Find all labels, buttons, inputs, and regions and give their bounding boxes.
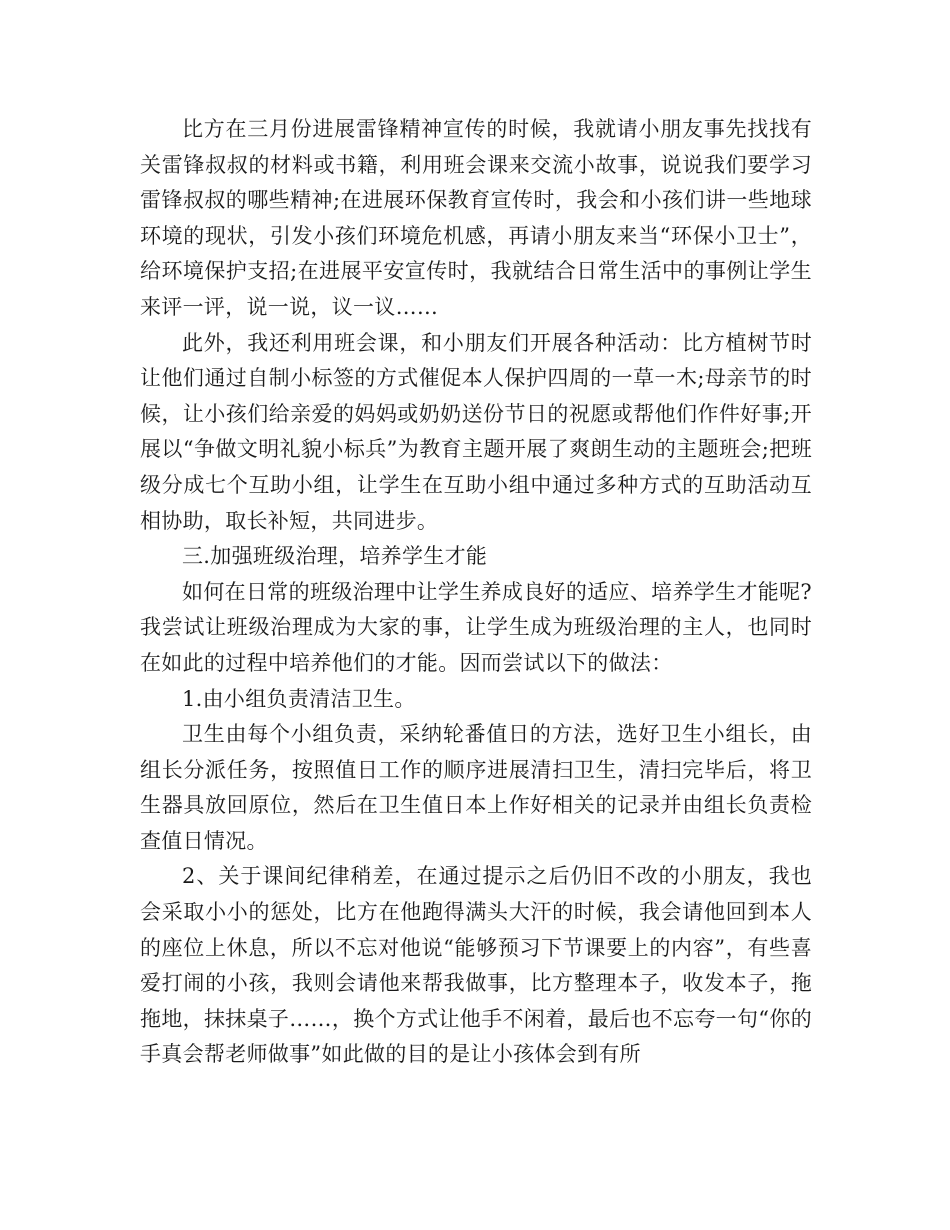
paragraph-lei-feng: 比方在三月份进展雷锋精神宣传的时候，我就请小朋友事先找找有关雷锋叔叔的材料或书籍，利用班会课来交流小故事，说说我们要学习雷锋叔叔的哪些精神;在进展环保教育宣传时，我会和小孩们讲一些地球环境的现状，引发小孩们环境危机感，再请小朋友来当“环保小卫士”，给环境保护支招;在进展平安宣传时，我就结合日常生活中的事例让学生来评一评，说一说，议一议……	[140, 117, 812, 319]
paragraph-cleaning: 卫生由每个小组负责，采纳轮番值日的方法，选好卫生小组长，由组长分派任务，按照值日工作的顺序进展清扫卫生，清扫完毕后，将卫生器具放回原位，然后在卫生值日本上作好相关的记录并由组长负责检查值日情况。	[140, 722, 812, 853]
paragraph-management-intro: 如何在日常的班级治理中让学生养成良好的适应、培养学生才能呢?我尝试让班级治理成为大家的事，让学生成为班级治理的主人，也同时在如此的过程中培养他们的才能。因而尝试以下的做法：	[140, 579, 812, 675]
document-page	[140, 112, 812, 1073]
section-heading-class-management: 三.加强班级治理，培养学生才能	[182, 544, 488, 569]
paragraph-discipline: 2、关于课间纪律稍差，在通过提示之后仍旧不改的小朋友，我也会采取小小的惩处，比方在他跑得满头大汗的时候，我会请他回到本人的座位上休息，所以不忘对他说“能够预习下节课要上的内容”，有些喜爱打闹的小孩，我则会请他来帮我做事，比方整理本子，收发本子，拖拖地，抹抹桌子……，换个方式让他手不闲着，最后也不忘夸一句“你的手真会帮老师做事”如此做的目的是让小孩体会到有所	[140, 864, 812, 1067]
list-item-cleaning-heading: 1.由小组负责清洁卫生。	[182, 686, 416, 711]
paragraph-activities: 此外，我还利用班会课，和小朋友们开展各种活动：比方植树节时让他们通过自制小标签的方式催促本人保护四周的一草一木;母亲节的时候，让小孩们给亲爱的妈妈或奶奶送份节日的祝愿或帮他们作件好事;开展以“争做文明礼貌小标兵”为教育主题开展了爽朗生动的主题班会;把班级分成七个互助小组，让学生在互助小组中通过多种方式的互助活动互相协助，取长补短，共同进步。	[140, 330, 812, 533]
